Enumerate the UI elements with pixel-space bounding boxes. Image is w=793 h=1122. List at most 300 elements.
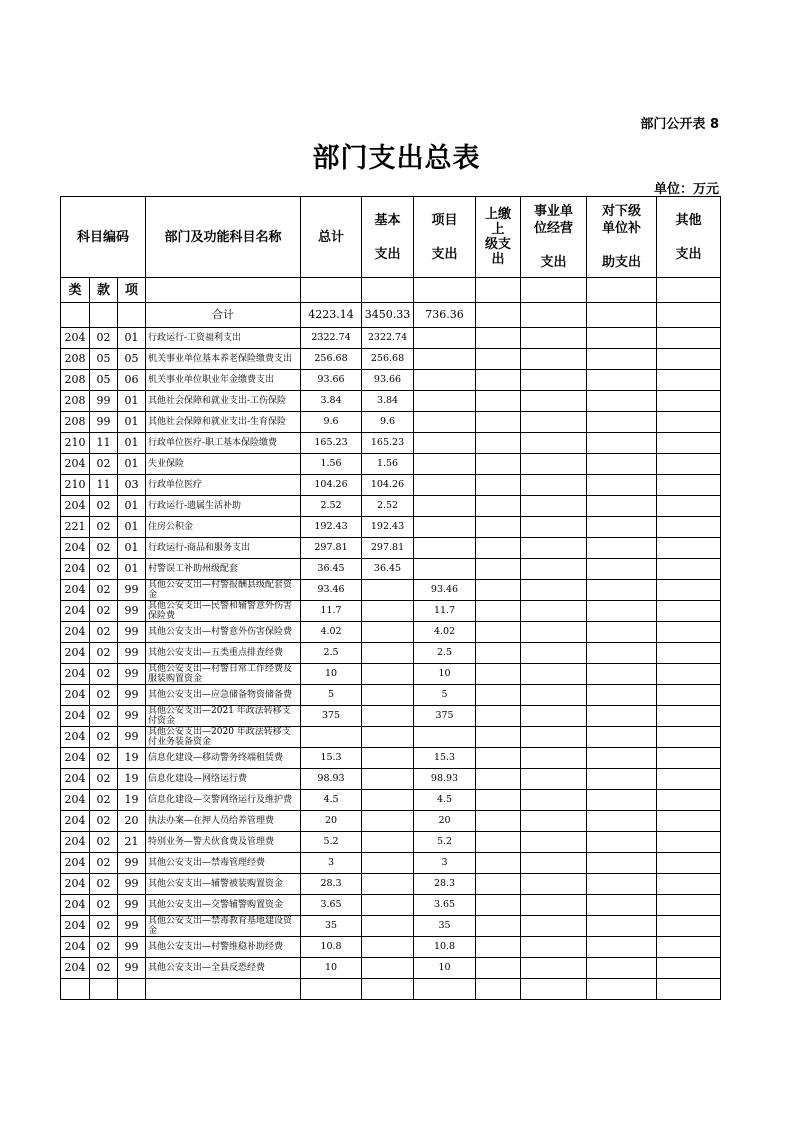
code-lei: 204 — [61, 748, 90, 769]
table-row — [61, 391, 721, 412]
amount-other — [657, 475, 721, 496]
code-lei: 204 — [61, 664, 90, 685]
item-name: 其他公安支出—村警日常工作经费及服装购置资金 — [146, 664, 301, 685]
amount-upper — [476, 916, 521, 937]
amount-project: 98.93 — [414, 769, 476, 790]
amount-total: 98.93 — [301, 769, 362, 790]
amount-business — [521, 475, 587, 496]
item-name: 其他公安支出—全县反恐经费 — [146, 958, 301, 979]
code-xiang: 19 — [118, 769, 146, 790]
code-lei: 204 — [61, 790, 90, 811]
amount-subsidy — [587, 643, 657, 664]
amount-subsidy — [587, 916, 657, 937]
code-kuan: 02 — [90, 538, 118, 559]
code-lei: 204 — [61, 958, 90, 979]
amount-upper — [476, 769, 521, 790]
code-lei: 204 — [61, 706, 90, 727]
amount-total: 9.6 — [301, 412, 362, 433]
amount-total: 256.68 — [301, 349, 362, 370]
code-kuan: 02 — [90, 832, 118, 853]
code-xiang: 06 — [118, 370, 146, 391]
table-row — [61, 727, 721, 748]
amount-basic — [362, 580, 414, 601]
table-row — [61, 454, 721, 475]
amount-project: 11.7 — [414, 601, 476, 622]
code-xiang — [118, 979, 146, 1000]
amount-basic: 1.56 — [362, 454, 414, 475]
amount-other — [657, 832, 721, 853]
code-kuan: 02 — [90, 601, 118, 622]
amount-subsidy — [587, 664, 657, 685]
code-xiang: 99 — [118, 727, 146, 748]
item-name: 其他公安支出—禁毒管理经费 — [146, 853, 301, 874]
code-kuan: 02 — [90, 496, 118, 517]
amount-other — [657, 664, 721, 685]
table-row — [61, 328, 721, 349]
amount-business — [521, 832, 587, 853]
amount-project — [414, 517, 476, 538]
amount-basic — [362, 769, 414, 790]
amount-subsidy — [587, 475, 657, 496]
table-row — [61, 559, 721, 580]
amount-upper — [476, 748, 521, 769]
amount-upper — [476, 538, 521, 559]
code-kuan — [90, 979, 118, 1000]
header-code: 科目编码 — [61, 197, 146, 278]
amount-upper — [476, 412, 521, 433]
header-upper: 上缴 上 级支 出 — [476, 197, 521, 278]
amount-upper — [476, 664, 521, 685]
total-amount: 4223.14 — [301, 303, 362, 328]
amount-other — [657, 874, 721, 895]
amount-business — [521, 895, 587, 916]
item-name — [146, 979, 301, 1000]
item-name: 其他公安支出—村警报酬县级配套资金 — [146, 580, 301, 601]
amount-total: 15.3 — [301, 748, 362, 769]
item-name: 执法办案—在押人员给养管理费 — [146, 811, 301, 832]
amount-other — [657, 853, 721, 874]
amount-project — [414, 475, 476, 496]
amount-total: 3.84 — [301, 391, 362, 412]
item-name: 其他公安支出—交警辅警购置资金 — [146, 895, 301, 916]
amount-basic: 93.66 — [362, 370, 414, 391]
amount-project — [414, 391, 476, 412]
code-xiang: 99 — [118, 916, 146, 937]
amount-business — [521, 412, 587, 433]
amount-total: 20 — [301, 811, 362, 832]
amount-total: 93.66 — [301, 370, 362, 391]
item-name: 其他公安支出—村警维稳补助经费 — [146, 937, 301, 958]
header-kuan: 款 — [90, 278, 118, 303]
amount-project: 15.3 — [414, 748, 476, 769]
amount-subsidy — [587, 538, 657, 559]
amount-upper — [476, 517, 521, 538]
amount-total: 35 — [301, 916, 362, 937]
amount-basic — [362, 601, 414, 622]
item-name: 信息化建设—交警网络运行及维护费 — [146, 790, 301, 811]
code-lei: 204 — [61, 559, 90, 580]
code-kuan: 02 — [90, 727, 118, 748]
amount-subsidy — [587, 454, 657, 475]
item-name: 其他公安支出—辅警被装购置资金 — [146, 874, 301, 895]
amount-business — [521, 769, 587, 790]
amount-basic: 2322.74 — [362, 328, 414, 349]
code-lei: 204 — [61, 622, 90, 643]
amount-other — [657, 790, 721, 811]
amount-business — [521, 454, 587, 475]
amount-basic — [362, 811, 414, 832]
code-kuan: 02 — [90, 916, 118, 937]
amount-basic — [362, 832, 414, 853]
code-xiang: 01 — [118, 454, 146, 475]
code-kuan: 02 — [90, 748, 118, 769]
amount-other — [657, 643, 721, 664]
amount-basic — [362, 622, 414, 643]
code-xiang: 01 — [118, 328, 146, 349]
amount-total: 2.52 — [301, 496, 362, 517]
amount-total: 36.45 — [301, 559, 362, 580]
amount-other — [657, 601, 721, 622]
page-title: 部门支出总表 — [312, 143, 481, 174]
amount-project: 10 — [414, 664, 476, 685]
amount-basic — [362, 748, 414, 769]
item-name: 特别业务—警犬伙食费及管理费 — [146, 832, 301, 853]
code-lei: 204 — [61, 895, 90, 916]
item-name: 行政运行-遗属生活补助 — [146, 496, 301, 517]
table-row — [61, 475, 721, 496]
amount-upper — [476, 580, 521, 601]
amount-business — [521, 349, 587, 370]
amount-total: 5.2 — [301, 832, 362, 853]
amount-basic: 9.6 — [362, 412, 414, 433]
total-row — [61, 303, 721, 328]
item-name: 其他公安支出—五类重点排查经费 — [146, 643, 301, 664]
item-name: 其他公安支出—2020 年政法转移支付业务装备资金 — [146, 727, 301, 748]
code-kuan: 02 — [90, 769, 118, 790]
amount-basic — [362, 958, 414, 979]
amount-basic — [362, 895, 414, 916]
amount-total: 1.56 — [301, 454, 362, 475]
amount-project — [414, 979, 476, 1000]
code-xiang: 01 — [118, 433, 146, 454]
table-row — [61, 643, 721, 664]
table-row — [61, 496, 721, 517]
header-project: 项目 支出 — [414, 197, 476, 278]
amount-total: 10 — [301, 664, 362, 685]
amount-upper — [476, 433, 521, 454]
amount-basic — [362, 937, 414, 958]
amount-other — [657, 811, 721, 832]
amount-business — [521, 916, 587, 937]
amount-upper — [476, 601, 521, 622]
amount-upper — [476, 622, 521, 643]
amount-other — [657, 391, 721, 412]
table-row — [61, 433, 721, 454]
amount-other — [657, 706, 721, 727]
code-xiang: 03 — [118, 475, 146, 496]
amount-subsidy — [587, 958, 657, 979]
amount-project — [414, 454, 476, 475]
code-kuan: 05 — [90, 370, 118, 391]
code-lei: 204 — [61, 328, 90, 349]
table-row — [61, 349, 721, 370]
amount-subsidy — [587, 748, 657, 769]
code-xiang: 01 — [118, 538, 146, 559]
table-row — [61, 538, 721, 559]
header-name: 部门及功能科目名称 — [146, 197, 301, 278]
amount-subsidy — [587, 832, 657, 853]
amount-project — [414, 559, 476, 580]
amount-basic — [362, 643, 414, 664]
amount-project: 35 — [414, 916, 476, 937]
amount-basic: 256.68 — [362, 349, 414, 370]
code-xiang: 99 — [118, 895, 146, 916]
item-name: 其他公安支出—2021 年政法转移支付资金 — [146, 706, 301, 727]
amount-business — [521, 559, 587, 580]
item-name: 村警误工补助州级配套 — [146, 559, 301, 580]
amount-subsidy — [587, 874, 657, 895]
amount-other — [657, 979, 721, 1000]
code-xiang: 21 — [118, 832, 146, 853]
amount-upper — [476, 958, 521, 979]
code-kuan: 02 — [90, 958, 118, 979]
amount-project — [414, 412, 476, 433]
code-lei: 208 — [61, 349, 90, 370]
amount-project: 4.5 — [414, 790, 476, 811]
amount-other — [657, 580, 721, 601]
table-row — [61, 748, 721, 769]
code-xiang: 19 — [118, 790, 146, 811]
amount-upper — [476, 643, 521, 664]
table-row — [61, 832, 721, 853]
amount-upper — [476, 937, 521, 958]
code-lei: 204 — [61, 937, 90, 958]
table-row — [61, 790, 721, 811]
amount-business — [521, 496, 587, 517]
amount-business — [521, 601, 587, 622]
amount-upper — [476, 391, 521, 412]
table-row — [61, 937, 721, 958]
amount-total: 10.8 — [301, 937, 362, 958]
total-basic: 3450.33 — [362, 303, 414, 328]
amount-other — [657, 433, 721, 454]
amount-upper — [476, 811, 521, 832]
amount-other — [657, 727, 721, 748]
header-total: 总计 — [301, 197, 362, 278]
code-lei: 204 — [61, 685, 90, 706]
amount-subsidy — [587, 979, 657, 1000]
table-row — [61, 979, 721, 1000]
code-xiang: 01 — [118, 559, 146, 580]
table-row — [61, 580, 721, 601]
item-name: 住房公积金 — [146, 517, 301, 538]
amount-project — [414, 349, 476, 370]
code-lei: 204 — [61, 853, 90, 874]
amount-basic — [362, 874, 414, 895]
table-row — [61, 853, 721, 874]
amount-business — [521, 979, 587, 1000]
amount-total: 28.3 — [301, 874, 362, 895]
code-xiang: 19 — [118, 748, 146, 769]
code-lei: 210 — [61, 433, 90, 454]
amount-subsidy — [587, 349, 657, 370]
code-kuan: 02 — [90, 328, 118, 349]
amount-total — [301, 727, 362, 748]
table-row — [61, 622, 721, 643]
amount-business — [521, 853, 587, 874]
amount-upper — [476, 496, 521, 517]
code-xiang: 99 — [118, 958, 146, 979]
code-xiang: 01 — [118, 412, 146, 433]
code-kuan: 99 — [90, 391, 118, 412]
amount-project — [414, 328, 476, 349]
table-row — [61, 517, 721, 538]
amount-other — [657, 349, 721, 370]
item-name: 其他社会保障和就业支出-工伤保险 — [146, 391, 301, 412]
amount-upper — [476, 685, 521, 706]
amount-total: 165.23 — [301, 433, 362, 454]
amount-project: 3 — [414, 853, 476, 874]
code-xiang: 99 — [118, 664, 146, 685]
amount-other — [657, 895, 721, 916]
table-row — [61, 916, 721, 937]
amount-business — [521, 538, 587, 559]
amount-business — [521, 727, 587, 748]
header-other: 其他 支出 — [657, 197, 721, 278]
amount-project: 2.5 — [414, 643, 476, 664]
code-kuan: 02 — [90, 874, 118, 895]
amount-basic — [362, 664, 414, 685]
amount-business — [521, 580, 587, 601]
amount-upper — [476, 979, 521, 1000]
code-lei: 204 — [61, 580, 90, 601]
expenditure-table — [60, 196, 721, 1000]
amount-subsidy — [587, 601, 657, 622]
item-name: 信息化建设—移动警务终端租赁费 — [146, 748, 301, 769]
amount-project — [414, 370, 476, 391]
amount-subsidy — [587, 706, 657, 727]
code-kuan: 02 — [90, 454, 118, 475]
item-name: 其他公安支出—禁毒教育基地建设资金 — [146, 916, 301, 937]
form-number: 部门公开表 8 — [640, 117, 719, 132]
code-kuan: 02 — [90, 559, 118, 580]
amount-total: 93.46 — [301, 580, 362, 601]
code-lei: 204 — [61, 538, 90, 559]
item-name: 信息化建设—网络运行费 — [146, 769, 301, 790]
amount-basic: 36.45 — [362, 559, 414, 580]
amount-subsidy — [587, 727, 657, 748]
amount-subsidy — [587, 496, 657, 517]
header-lei: 类 — [61, 278, 90, 303]
table-row — [61, 412, 721, 433]
code-kuan: 02 — [90, 811, 118, 832]
amount-total: 11.7 — [301, 601, 362, 622]
amount-project — [414, 433, 476, 454]
amount-business — [521, 433, 587, 454]
amount-basic — [362, 790, 414, 811]
code-xiang: 99 — [118, 643, 146, 664]
amount-subsidy — [587, 412, 657, 433]
code-kuan: 02 — [90, 937, 118, 958]
code-lei: 210 — [61, 475, 90, 496]
item-name: 行政运行-商品和服务支出 — [146, 538, 301, 559]
amount-total: 2322.74 — [301, 328, 362, 349]
code-kuan: 02 — [90, 895, 118, 916]
amount-basic — [362, 685, 414, 706]
amount-upper — [476, 349, 521, 370]
code-kuan: 02 — [90, 685, 118, 706]
amount-project — [414, 538, 476, 559]
code-kuan: 05 — [90, 349, 118, 370]
code-lei: 204 — [61, 811, 90, 832]
amount-subsidy — [587, 328, 657, 349]
code-kuan: 99 — [90, 412, 118, 433]
amount-business — [521, 328, 587, 349]
amount-total — [301, 979, 362, 1000]
code-xiang: 99 — [118, 706, 146, 727]
amount-business — [521, 622, 587, 643]
amount-basic — [362, 706, 414, 727]
amount-business — [521, 664, 587, 685]
code-lei: 221 — [61, 517, 90, 538]
amount-business — [521, 958, 587, 979]
amount-project: 28.3 — [414, 874, 476, 895]
code-lei: 204 — [61, 874, 90, 895]
amount-project: 20 — [414, 811, 476, 832]
amount-project: 3.65 — [414, 895, 476, 916]
table-row — [61, 874, 721, 895]
amount-project: 5 — [414, 685, 476, 706]
amount-basic: 104.26 — [362, 475, 414, 496]
table-row — [61, 601, 721, 622]
code-xiang: 01 — [118, 391, 146, 412]
amount-business — [521, 811, 587, 832]
amount-total: 5 — [301, 685, 362, 706]
amount-other — [657, 769, 721, 790]
code-kuan: 02 — [90, 643, 118, 664]
item-name: 其他社会保障和就业支出-生育保险 — [146, 412, 301, 433]
amount-basic — [362, 916, 414, 937]
amount-subsidy — [587, 811, 657, 832]
item-name: 行政单位医疗 — [146, 475, 301, 496]
amount-business — [521, 706, 587, 727]
code-lei: 204 — [61, 496, 90, 517]
amount-total: 192.43 — [301, 517, 362, 538]
amount-other — [657, 559, 721, 580]
code-lei: 204 — [61, 727, 90, 748]
amount-upper — [476, 895, 521, 916]
item-name: 行政运行-工资福利支出 — [146, 328, 301, 349]
table-row — [61, 769, 721, 790]
code-lei — [61, 979, 90, 1000]
amount-basic: 165.23 — [362, 433, 414, 454]
amount-upper — [476, 706, 521, 727]
amount-project: 10.8 — [414, 937, 476, 958]
code-lei: 204 — [61, 643, 90, 664]
header-business: 事业单 位经营 支出 — [521, 197, 587, 278]
header-basic: 基本 支出 — [362, 197, 414, 278]
code-xiang: 01 — [118, 496, 146, 517]
header-xiang: 项 — [118, 278, 146, 303]
amount-other — [657, 496, 721, 517]
amount-basic — [362, 727, 414, 748]
amount-other — [657, 937, 721, 958]
code-xiang: 99 — [118, 601, 146, 622]
amount-upper — [476, 559, 521, 580]
code-xiang: 99 — [118, 580, 146, 601]
amount-other — [657, 748, 721, 769]
amount-other — [657, 454, 721, 475]
